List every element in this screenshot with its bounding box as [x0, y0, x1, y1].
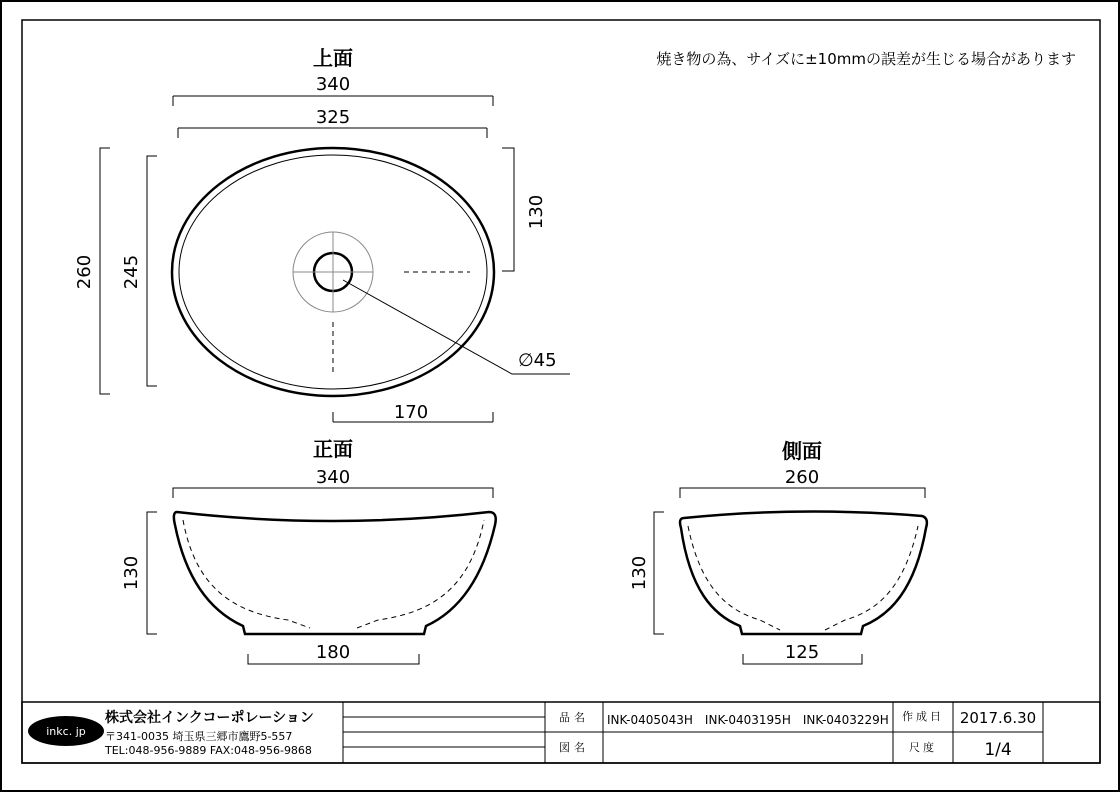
company-name: 株式会社インクコーポレーション	[105, 710, 314, 726]
top-dim-phi45: ∅45	[518, 350, 557, 371]
label-drawing: 図名	[559, 741, 589, 754]
front-dim-340: 340	[315, 467, 351, 488]
label-date: 作成日	[902, 710, 944, 723]
top-dim-340: 340	[315, 74, 351, 95]
top-dim-130: 130	[526, 194, 547, 230]
top-dim-245: 245	[121, 254, 142, 290]
front-dim-180: 180	[315, 642, 351, 663]
front-dim-130: 130	[121, 555, 142, 591]
front-bowl-outline	[174, 512, 496, 634]
label-scale: 尺度	[909, 741, 937, 754]
top-dim-170: 170	[393, 402, 429, 423]
side-dim-130: 130	[629, 555, 650, 591]
side-view	[629, 439, 927, 664]
company-address: 〒341-0035 埼玉県三郷市鷹野5-557	[105, 730, 293, 743]
front-inner-hidden	[183, 520, 484, 628]
title-block	[22, 702, 1100, 763]
top-view-title: 上面	[313, 46, 353, 70]
side-view-title: 側面	[782, 439, 822, 463]
front-view-title: 正面	[313, 437, 353, 461]
side-dim-125: 125	[784, 642, 820, 663]
product-codes: INK-0405043H INK-0403195H INK-0403229H	[607, 713, 889, 727]
front-view	[121, 437, 496, 664]
top-dim-325: 325	[315, 107, 351, 128]
top-view	[74, 46, 570, 423]
company-contact: TEL:048-956-9889 FAX:048-956-9868	[105, 744, 312, 757]
top-dim-260: 260	[74, 254, 95, 290]
tolerance-note: 焼き物の為、サイズに±10mmの誤差が生じる場合があります	[656, 50, 1076, 68]
logo-text: inkc. jp	[46, 725, 86, 738]
side-dim-260: 260	[784, 467, 820, 488]
drawing-scale: 1/4	[984, 740, 1012, 760]
outer-border	[1, 1, 1119, 791]
label-product: 品名	[559, 711, 589, 724]
inner-border	[22, 20, 1100, 763]
side-bowl-outline	[680, 511, 927, 634]
drawing-date: 2017.6.30	[959, 709, 1037, 727]
